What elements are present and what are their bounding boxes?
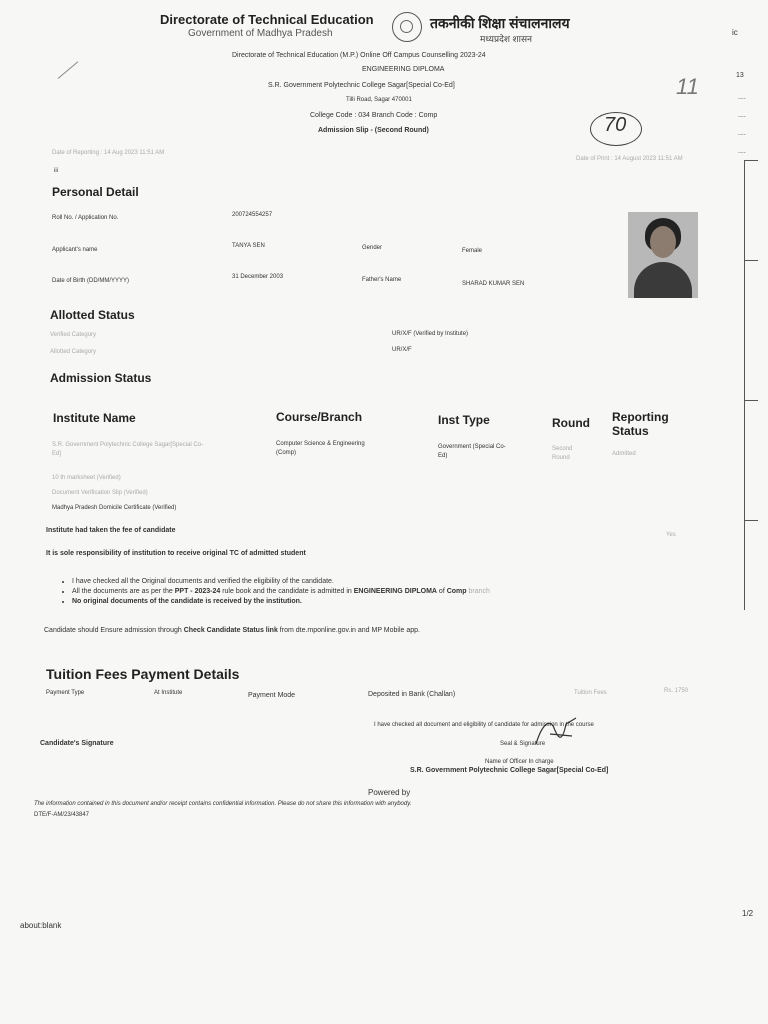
address-line: Tilli Road, Sagar 470001 (346, 97, 412, 103)
margin-mark-3: .... (738, 112, 746, 119)
row-institute-2: Ed] (52, 451, 62, 457)
college-line: S.R. Government Polytechnic College Sagar[Special Co-Ed] (268, 82, 455, 89)
allotted-category-label: Allotted Category (50, 349, 97, 355)
applicant-name-label: Applicant's name (52, 247, 98, 253)
hindi-subtitle: मध्यप्रदेश शासन (480, 34, 533, 44)
row-course-1: Computer Science & Engineering (276, 441, 365, 447)
codes-line: College Code : 034 Branch Code : Comp (310, 112, 438, 119)
government-emblem-icon (392, 12, 422, 42)
father-name-label: Father's Name (362, 277, 402, 283)
officer-note: I have checked all document and eligibility of candidate for admission in the course (374, 722, 594, 728)
transaction-id: DTE/F-AM/23/43847 (34, 812, 90, 818)
margin-mark-1: 13 (736, 72, 744, 79)
verified-category-label: Verified Category (50, 332, 97, 338)
page-marker: iii (54, 168, 58, 174)
col-inst-type: Inst Type (438, 413, 490, 427)
officer-name-label: Name of Officer In charge (485, 759, 554, 765)
roll-label: Roll No. / Application No. (52, 215, 119, 221)
candidate-signature-label: Candidate's Signature (40, 740, 114, 747)
fee-taken-value: Yes (666, 532, 676, 538)
officer-college: S.R. Government Polytechnic College Sagar[Special Co-Ed] (410, 767, 609, 774)
doc-verification-slip: Document Verification Slip (Verified) (52, 490, 148, 496)
allotted-category-value: UR/X/F (392, 347, 412, 353)
reporting-date: Date of Reporting : 14 Aug 2023 11:51 AM (52, 150, 165, 156)
counselling-line: Directorate of Technical Education (M.P.) Online Off Campus Counselling 2023-24 (232, 52, 486, 59)
row-round-2: Round (552, 455, 570, 461)
margin-mark-2: .... (738, 94, 746, 101)
allotted-status-heading: Allotted Status (50, 308, 135, 322)
tuition-fees-label: Tuition Fees (574, 690, 607, 696)
applicant-name-value: TANYA SEN (232, 243, 265, 249)
government-subtitle: Government of Madhya Pradesh (188, 28, 333, 39)
row-course-2: (Comp) (276, 450, 297, 456)
fee-taken-note: Institute had taken the fee of candidate (46, 527, 176, 534)
seal-signature-label: Seal & Signature (500, 741, 546, 747)
tc-note: It is sole responsibility of institution to receive original TC of admitted student (46, 550, 306, 557)
payment-type-value: At Institute (154, 690, 183, 696)
row-institute-1: S.R. Government Polytechnic College Sagar[Special Co- (52, 442, 204, 448)
declaration-list (72, 577, 490, 607)
payment-mode-label: Payment Mode (248, 692, 296, 699)
doc-marksheet: 10 th marksheet (Verified) (52, 475, 121, 481)
disclaimer: The information contained in this document and/or receipt contains confidential information. Please do not share this information with anybody. (34, 801, 412, 807)
margin-tick (744, 400, 758, 401)
payment-mode-value: Deposited in Bank (Challan) (368, 691, 456, 698)
row-type-2: Ed) (438, 453, 448, 459)
gender-value: Female (462, 248, 483, 254)
margin-mark-5: .... (738, 148, 746, 155)
corner-text: ic (732, 28, 738, 37)
margin-tick (744, 260, 758, 261)
tuition-heading: Tuition Fees Payment Details (46, 666, 240, 682)
print-date: Date of Print : 14 August 2023 11:51 AM (576, 156, 683, 162)
col-reporting-status-1: Reporting (612, 410, 669, 424)
tuition-fees-value: Rs. 1750 (664, 688, 689, 694)
applicant-photo (628, 212, 698, 298)
roll-value: 200724554257 (232, 212, 273, 218)
powered-by: Powered by (368, 788, 411, 797)
browser-url: about:blank (20, 921, 62, 930)
row-round-1: Second (552, 446, 573, 452)
page-number: 1/2 (742, 909, 754, 918)
declaration-2: • All the documents are as per the PPT - 2023-24 rule book and the candidate is admitted in ENGINEERING DIPLOMA of Comp branch (72, 587, 490, 597)
personal-detail-heading: Personal Detail (52, 185, 139, 199)
col-institute-name: Institute Name (53, 411, 136, 425)
col-course-branch: Course/Branch (276, 410, 363, 424)
program-line: ENGINEERING DIPLOMA (362, 66, 445, 73)
dob-label: Date of Birth (DD/MM/YYYY) (52, 278, 130, 284)
handwritten-mark: 11 (676, 74, 699, 99)
declaration-1: • I have checked all the Original documents and verified the eligibility of the candidate. (72, 577, 490, 587)
ensure-admission-note: Candidate should Ensure admission through Check Candidate Status link from dte.mponline.gov.in and MP Mobile app. (44, 627, 420, 634)
verified-category-value: UR/X/F (Verified by Institute) (392, 331, 469, 337)
margin-border (744, 160, 745, 610)
admission-slip-title: Admission Slip - (Second Round) (318, 127, 429, 134)
row-type-1: Government (Special Co- (438, 444, 506, 450)
directorate-title: Directorate of Technical Education (160, 12, 374, 27)
margin-mark-4: .... (738, 130, 746, 137)
margin-tick (744, 520, 758, 521)
row-status: Admitted (612, 451, 636, 457)
handwritten-number: 70 (604, 114, 627, 136)
gender-label: Gender (362, 245, 383, 251)
declaration-3: • No original documents of the candidate is received by the institution. (72, 597, 490, 607)
col-reporting-status-2: Status (612, 424, 649, 438)
margin-tick (744, 160, 758, 161)
payment-type-label: Payment Type (46, 690, 85, 696)
hindi-title: तकनीकी शिक्षा संचालनालय (430, 15, 570, 31)
col-round: Round (552, 416, 590, 430)
dob-value: 31 December 2003 (232, 274, 284, 280)
admission-status-heading: Admission Status (50, 371, 152, 385)
father-name-value: SHARAD KUMAR SEN (462, 281, 525, 287)
pencil-mark (58, 61, 79, 78)
doc-domicile: Madhya Pradesh Domicile Certificate (Verified) (52, 505, 177, 511)
